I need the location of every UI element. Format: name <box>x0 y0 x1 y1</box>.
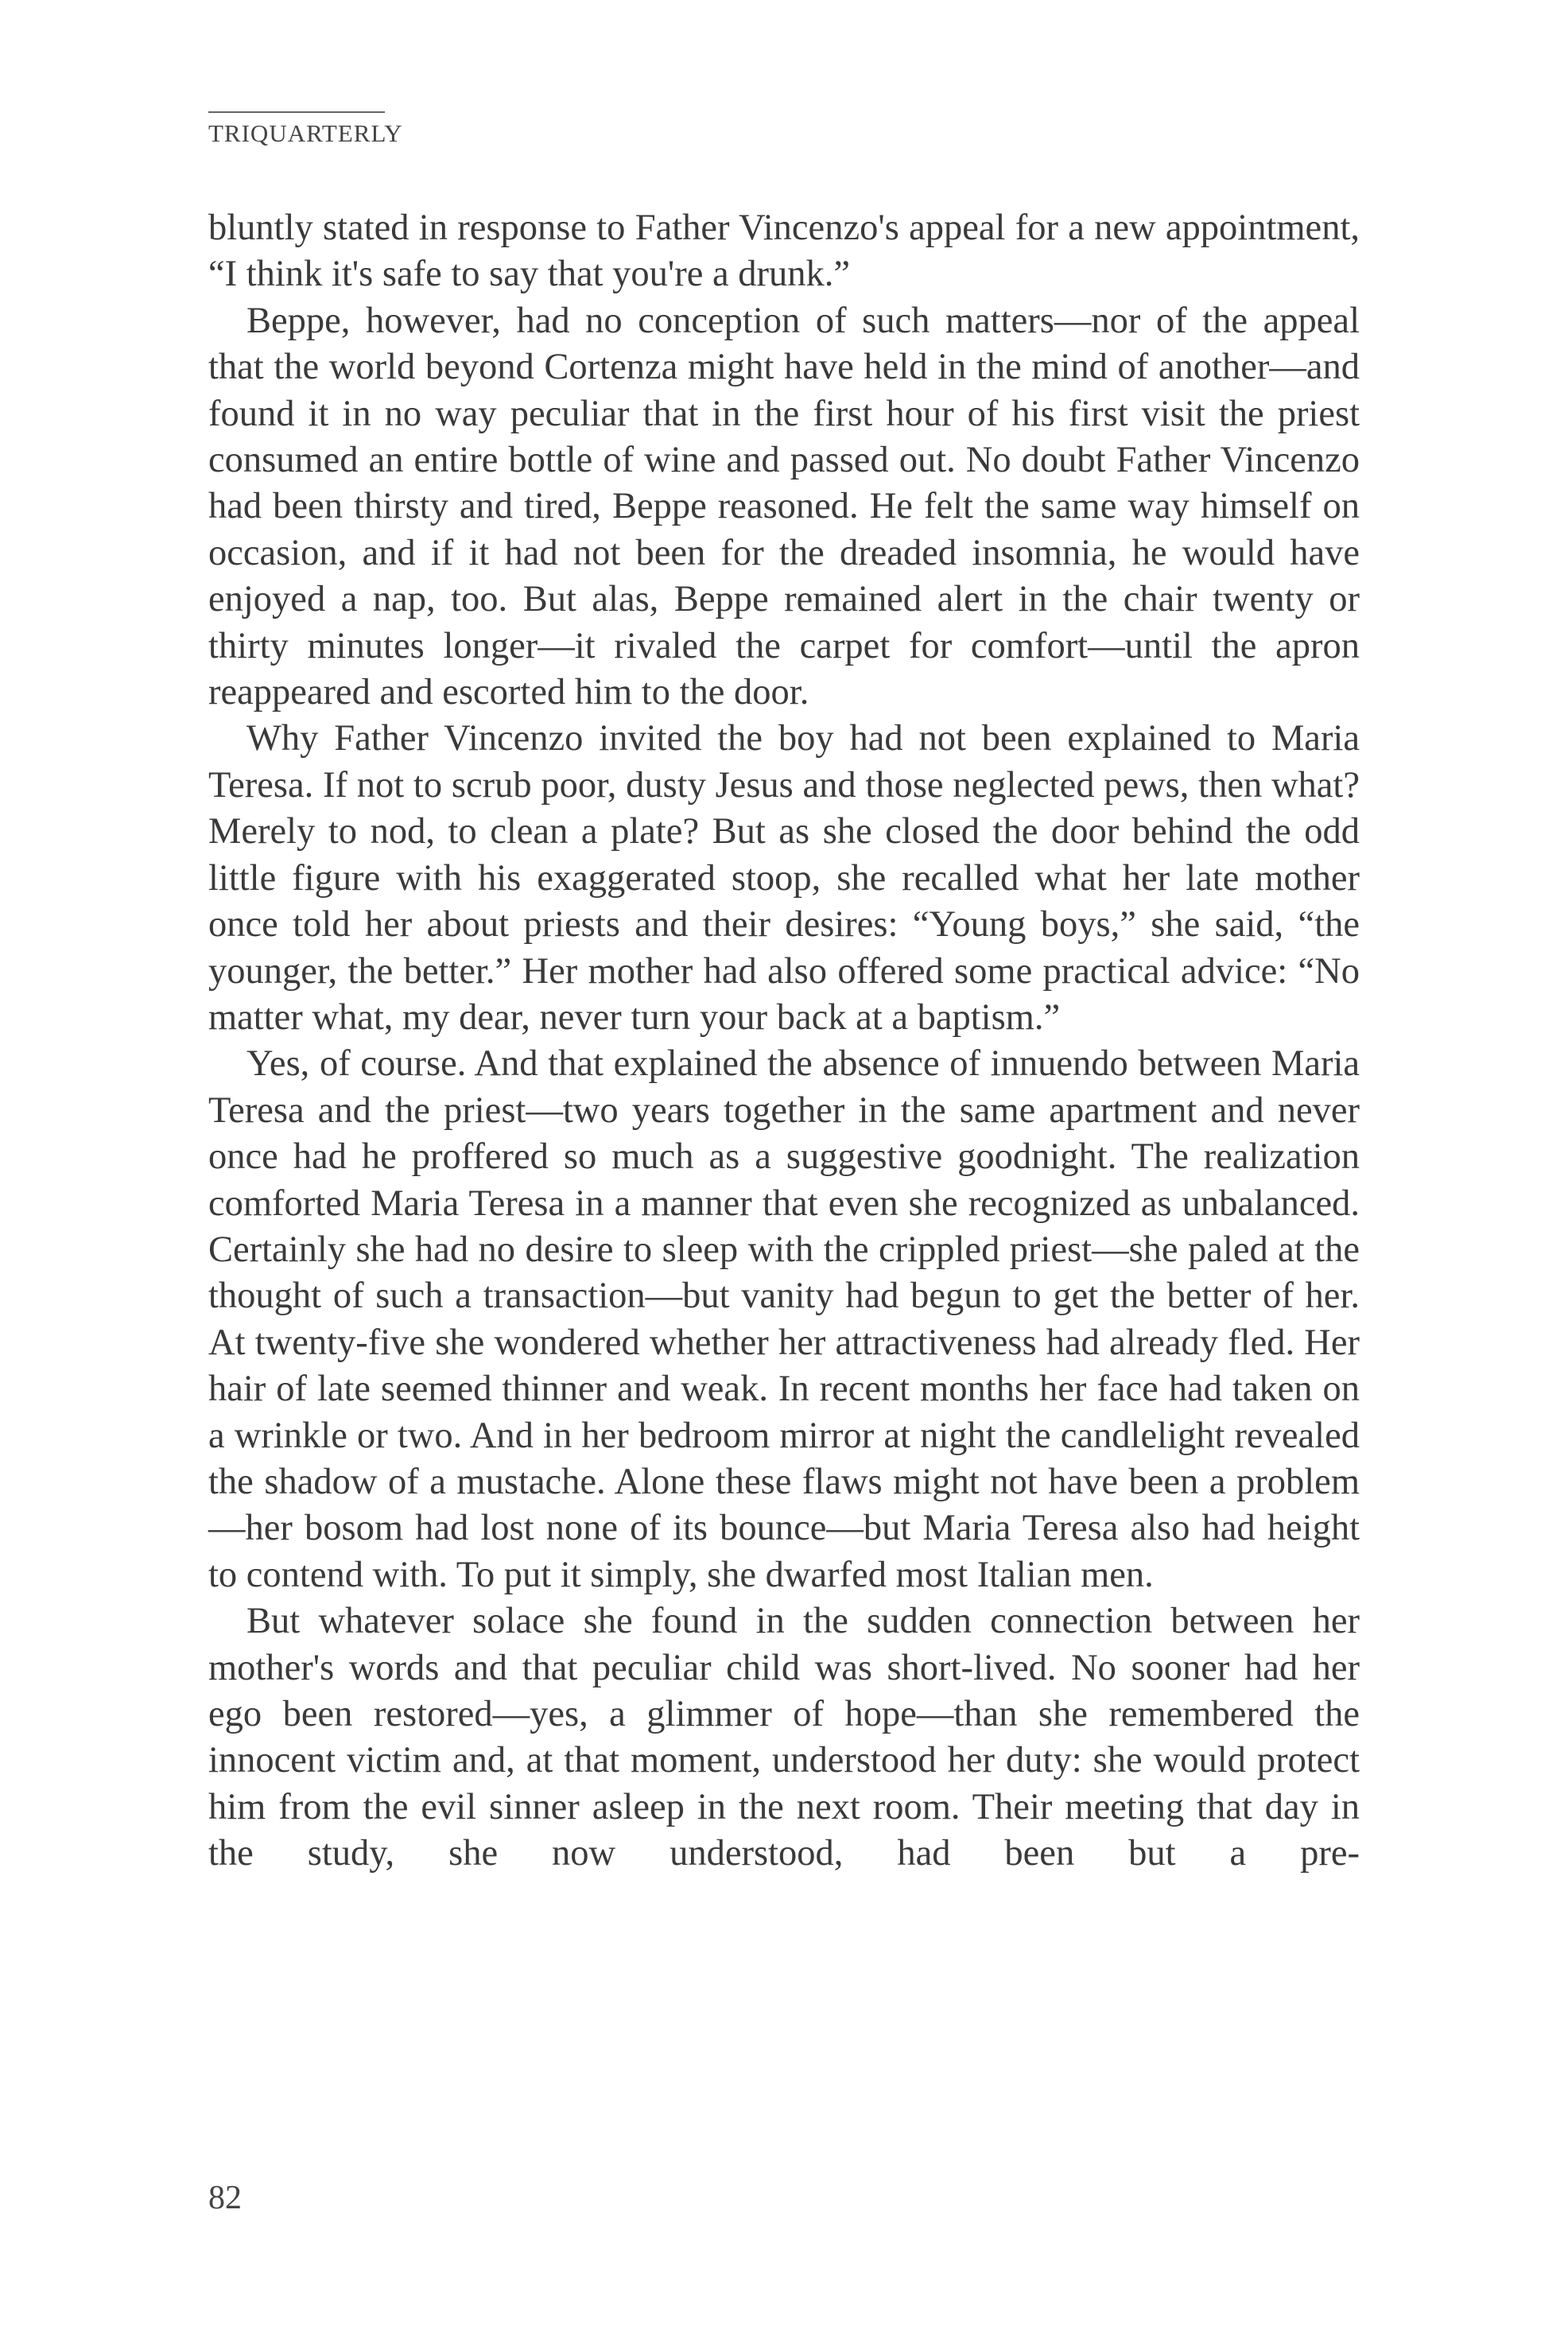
paragraph-3: Why Father Vincenzo invited the boy had not been explained to Maria Teresa. If not to scrub poor, dusty Jesus and those neglected pews, then what? Merely to nod, to clean a plate? But as she closed the door behind the odd little figure with his exaggerated stoop, she recalled what her late mother once told her about priests and their desires: “Young boys,” she said, “the younger, the better.” Her mother had also offered some practical advice: “No matter what, my dear, never turn your back at a baptism.” <box>208 718 1360 1038</box>
running-head-rule <box>208 111 385 113</box>
paragraph-2: Beppe, however, had no conception of such matters—nor of the appeal that the world beyond Cortenza might have held in the mind of another—and found it in no way peculiar that in the first hour of his first visit the priest consumed an entire bottle of wine and passed out. No doubt Father Vincenzo had been thirsty and tired, Beppe reasoned. He felt the same way himself on occasion, and if it had not been for the dreaded insomnia, he would have enjoyed a nap, too. But alas, Beppe remained alert in the chair twenty or thirty minutes longer—it rivaled the carpet for comfort—until the apron reappeared and escorted him to the door. <box>208 300 1360 713</box>
paragraph-1: bluntly stated in response to Father Vincenzo's appeal for a new appointment, “I think it's safe to say that you're a drunk.” <box>208 208 1360 295</box>
body-text <box>208 205 1360 1878</box>
page-number: 82 <box>208 2180 242 2216</box>
running-head-text: TRIQUARTERLY <box>208 119 403 147</box>
paragraph-4: Yes, of course. And that explained the absence of innuendo between Maria Teresa and the priest—two years together in the same apartment and never once had he proffered so much as a suggestive goodnight. The realization comforted Maria Teresa in a manner that even she recognized as unbalanced. Certainly she had no desire to sleep with the crippled priest—she paled at the thought of such a transaction—but vanity had begun to get the better of her. At twenty-five she wondered whether her attractiveness had already fled. Her hair of late seemed thinner and weak. In recent months her face had taken on a wrinkle or two. And in her bedroom mirror at night the candlelight revealed the shadow of a mustache. Alone these flaws might not have been a problem—her bosom had lost none of its bounce—but Maria Teresa also had height to contend with. To put it simply, she dwarfed most Italian men. <box>208 1043 1360 1595</box>
paragraph-5: But whatever solace she found in the sudden connection between her mother's words and that peculiar child was short-lived. No sooner had her ego been restored—yes, a glimmer of hope—than she remembered the innocent victim and, at that moment, understood her duty: she would protect him from the evil sinner asleep in the next room. Their meeting that day in the study, she now understood, had been but a pre- <box>208 1601 1360 1874</box>
running-head <box>208 119 403 148</box>
